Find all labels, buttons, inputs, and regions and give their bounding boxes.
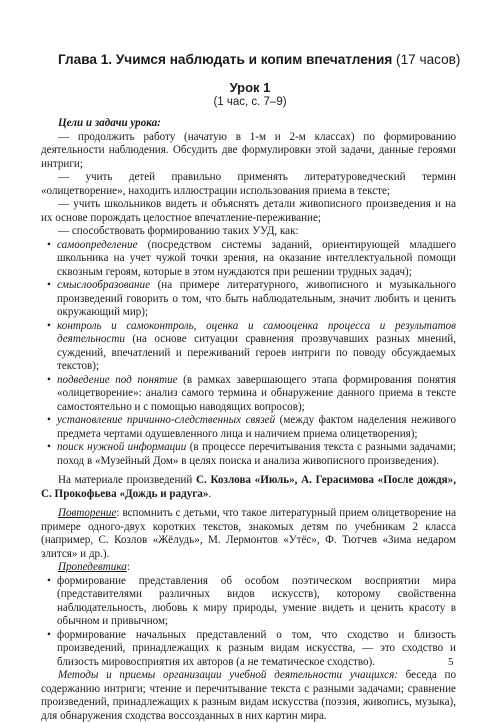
review-paragraph xyxy=(41,507,456,561)
goal-item: — учить школьников видеть и объяснять детали живописного произведения и на их основе порождать целостное впечатление-переживание; xyxy=(41,198,456,224)
uud-item xyxy=(41,374,456,415)
material-intro: На материале произведений xyxy=(58,474,196,486)
propaedeutics-item: • формирование представления об особом поэтическом восприятии мира (представителями различных видов искусств), которому свойственна наблюдательность, любовь к миру природы, умение видеть и ценить красоту в обычном и привычном; xyxy=(41,575,456,629)
review-text: : вспомнить с детьми, что такое литературный прием олицетворение на примере одного-двух коротких текстов, знакомых детям по учебникам 2 класса (например, С. Козлов «Жёлудь», М. Лермонтов «Утёс», Ф. Тютчев «Зима недаром злится» и др.). xyxy=(41,507,456,560)
propaedeutics-label: Пропедевтика xyxy=(58,561,127,573)
goals-heading: Цели и задачи урока: xyxy=(58,117,161,129)
review-label: Повторение xyxy=(58,507,117,519)
uud-text: (между фактом наделения неживого предмета чертами одушевленного лица и наличием приема олицетворения); xyxy=(57,414,456,440)
uud-text: (на основе ситуации сравнения прозвучавших разных мнений, суждений, впечатлений и переживаний героев интриги по поводу обсуждаемых текстов); xyxy=(57,333,456,372)
uud-item xyxy=(41,320,456,374)
chapter-heading xyxy=(58,52,461,68)
uud-term: поиск нужной информации xyxy=(57,441,187,453)
uud-term: контроль и самоконтроль, оценка и самооценка процесса и результатов деятельности xyxy=(57,319,456,345)
lesson-body xyxy=(41,117,456,723)
uud-item xyxy=(41,441,456,468)
uud-term: самоопределение xyxy=(57,238,138,251)
chapter-hours: (17 часов) xyxy=(392,52,461,67)
uud-item xyxy=(41,414,456,441)
goal-item: — продолжить работу (начатую в 1-м и 2-м классах) по формированию деятельности наблюдения. Обсудить две формулировки этой задачи, данные героями интриги; xyxy=(41,130,456,170)
uud-text: (в рамках завершающего этапа формирования понятия «олицетворение»: анализ самого термина и обнаружение данного приема в тексте самостоятельно и с помощью наводящих вопросов); xyxy=(57,373,457,413)
uud-text: (посредством системы заданий, ориентирующей младшего школьника на учет чужой точки зрения, на оказание интеллектуальной помощи сквозным героям, которые в этом нуждаются при решении трудных задач); xyxy=(57,238,456,278)
methods-paragraph xyxy=(41,669,456,723)
uud-item xyxy=(41,239,456,280)
uud-term: подведение под понятие xyxy=(57,373,178,386)
methods-label: Методы и приемы организации учебной деятельности учащихся: xyxy=(58,669,398,681)
material-paragraph: На материале произведений С. Козлова «Июль», А. Герасимова «После дождя», С. Прокофьева «Дождь и радуга». xyxy=(41,474,456,500)
chapter-title: Глава 1. Учимся наблюдать и копим впечатления xyxy=(58,52,393,67)
page-number: 5 xyxy=(448,656,454,668)
uud-term: смыслообразование xyxy=(57,279,151,291)
uud-term: установление причинно-следственных связей xyxy=(57,414,276,426)
uud-text: (в процессе перечитывания текста с разными задачами; поход в «Музейный Дом» в целях поиска и анализа живописного произведения). xyxy=(57,441,456,467)
methods-text: беседа по содержанию интриги; чтение и перечитывание текста с разными задачами; сравнение произведений, принадлежащих к разным видам искусства (поэзия, живопись, музыка), для обнаружения сходства воссозданных в них картин мира. xyxy=(41,669,457,722)
uud-text: (на примере литературного, живописного и музыкального произведений говорить о том, что быть наблюдательным, значит любить и ценить окружающий мир); xyxy=(57,279,456,318)
material-works: С. Козлова «Июль», А. Герасимова «После дождя», С. Прокофьева «Дождь и радуга» xyxy=(41,474,456,500)
lesson-title: Урок 1 xyxy=(229,80,271,95)
goal-item: — способствовать формированию таких УУД, как: xyxy=(58,225,299,237)
lesson-meta: (1 час, с. 7–9) xyxy=(213,96,287,108)
goal-item: — учить детей правильно применять литературоведческий термин «олицетворение», находить иллюстрации использования приема в тексте; xyxy=(41,171,456,197)
propaedeutics-item: • формирование начальных представлений о том, что сходство и близость произведений, принадлежащих к разным видам искусства, — это сходство и близость мировосприятия их авторов (а не тематическое сходство). xyxy=(41,629,456,670)
uud-item xyxy=(41,279,456,320)
propaedeutics-heading: Пропедевтика: xyxy=(58,561,130,573)
